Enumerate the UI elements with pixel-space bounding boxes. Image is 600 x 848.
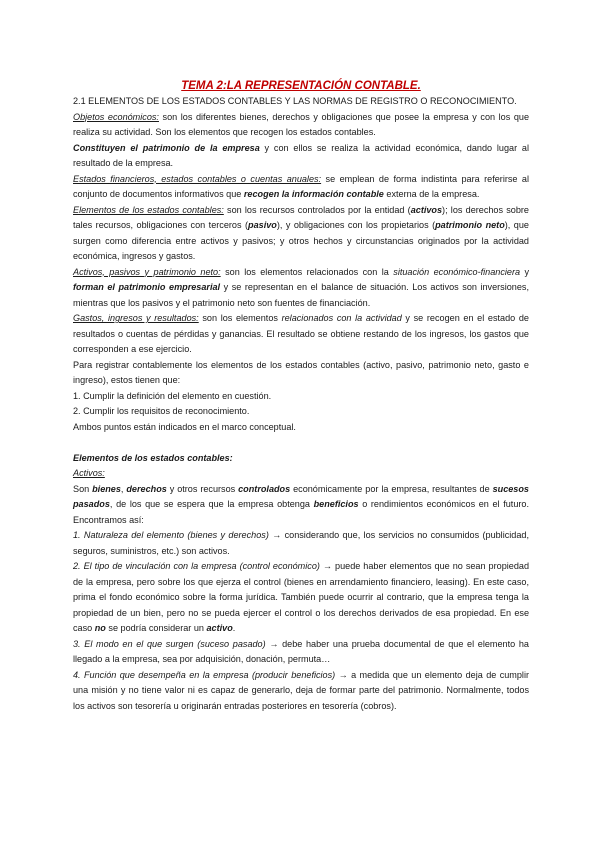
text-app-2: y [520, 266, 530, 277]
bold-activo: activo [206, 623, 233, 633]
text-elementos-3: ), y obligaciones con los propietarios ( [276, 220, 436, 230]
text-elementos-4: ), que surgen como diferencia entre activos y pasivos; y otros hechos y circunstancias originados por la actividad económica, ingresos y gastos. [73, 220, 529, 261]
bold-beneficios: beneficios [313, 499, 359, 509]
document-page [73, 78, 529, 714]
list-item-4 [73, 668, 529, 715]
paragraph-ambos: Ambos puntos están indicados en el marco conceptual. [73, 421, 296, 432]
requirement-2: 2. Cumplir los requisitos de reconocimiento. [73, 406, 250, 416]
bold-derechos: derechos [126, 483, 167, 494]
text-son-1: , [120, 483, 127, 494]
term-estados: Estados financieros, estados contables o cuentas anuales: [73, 173, 322, 184]
term-elementos: Elementos de los estados contables: [73, 204, 224, 215]
bold-estados: recogen la información contable [243, 189, 384, 199]
bold-forman: forman el patrimonio empresarial [73, 282, 221, 292]
bold-constituyen: Constituyen el patrimonio de la empresa [73, 142, 260, 153]
paragraph-objetos [73, 110, 529, 141]
text-app-1: son los elementos relacionados con la [220, 266, 394, 277]
text-app-3: y se representan en el balance de situación. Los activos son inversiones, mientras que los pasivos y el patrimonio neto son fuentes de financiación. [73, 282, 529, 308]
heading-elementos-text: Elementos de los estados contables: [73, 452, 233, 463]
text-gastos-1: son los elementos [198, 313, 282, 323]
page-title: TEMA 2:LA REPRESENTACIÓN CONTABLE. [181, 80, 421, 92]
text-estados-2: externa de la empresa. [383, 189, 480, 199]
paragraph-constituyen [73, 141, 529, 172]
list-item-2 [73, 559, 529, 637]
heading-elementos [73, 451, 529, 467]
section-heading: 2.1 ELEMENTOS DE LOS ESTADOS CONTABLES Y LAS NORMAS DE REGISTRO O RECONOCIMIENTO. [73, 96, 517, 106]
item-2-text-2: se podría considerar un [105, 623, 207, 633]
paragraph-gastos [73, 311, 529, 358]
paragraph-activos-pasivos [73, 265, 529, 312]
spacer [73, 435, 529, 451]
text-son-4: , de los que se espera que la empresa obtenga [109, 499, 314, 509]
list-item-3 [73, 637, 529, 668]
paragraph-registrar: Para registrar contablemente los elementos de los estados contables (activo, pasivo, patrimonio neto, gasto e ingreso), estos tienen que: [73, 359, 529, 385]
text-constituyen: y con ellos se realiza la actividad económica, dando lugar al resultado de la empresa. [73, 142, 529, 168]
text-elementos-1: son los recursos controlados por la entidad ( [223, 204, 411, 215]
item-2-label: 2. El tipo de vinculación con la empresa (control económico) [73, 561, 320, 571]
italic-actividad: relacionados con la actividad [281, 313, 402, 323]
bold-bienes: bienes [92, 483, 121, 494]
text-gastos-2: y se recogen en el estado de resultados o cuentas de pérdidas y ganancias. El resultado se obtiene restando de los ingresos, los gastos que corresponden a ese ejercicio. [73, 313, 529, 354]
list-item-1 [73, 528, 529, 559]
item-2-text-3: . [232, 623, 236, 633]
bold-patrimonio-neto: patrimonio neto [435, 220, 505, 230]
text-son-3: económicamente por la empresa, resultantes de [290, 483, 493, 494]
bold-activos: activos [410, 204, 443, 215]
item-2-text-1: → puede haber elementos que no sean propiedad de la empresa, pero sobre los que ejerza el control (bienes en arrendamiento financiero, leasing). En este caso, prima el fondo económico sobre la forma jurídica. También puede ocurrir al contrario, que la empresa tenga la propiedad de un bien, pero no se pueda ejercer el control o los derechos derivados de esa propiedad. En ese caso [73, 561, 529, 633]
item-1-label: 1. Naturaleza del elemento (bienes y derechos) [73, 530, 269, 540]
item-4-label: 4. Función que desempeña en la empresa (producir beneficios) [73, 669, 336, 680]
text-son-0: Son [73, 483, 93, 494]
item-1-text: → considerando que, los servicios no consumidos (publicidad, seguros, suministros, etc.) son activos. [73, 530, 529, 556]
paragraph-son [73, 482, 529, 529]
text-son-2: y otros recursos [166, 483, 239, 494]
heading-activos-text: Activos: [73, 468, 105, 478]
bold-sucesos: sucesos pasados [73, 483, 529, 509]
text-estados-1: se emplean de forma indistinta para referirse al conjunto de documentos informativos que [73, 173, 529, 199]
item-3-label: 3. El modo en el que surgen (suceso pasado) [73, 638, 266, 649]
text-son-5: o rendimientos económicos en el futuro. Encontramos así: [73, 499, 529, 525]
term-activos-pasivos: Activos, pasivos y patrimonio neto: [73, 266, 221, 277]
paragraph-elementos [73, 203, 529, 265]
bold-pasivo: pasivo [248, 220, 277, 230]
item-3-text: → debe haber una prueba documental de que el elemento ha llegado a la empresa, sea por adquisición, donación, permuta… [73, 638, 529, 664]
bold-controlados: controlados [238, 483, 291, 494]
term-gastos: Gastos, ingresos y resultados: [73, 313, 199, 323]
requirement-1: 1. Cumplir la definición del elemento en cuestión. [73, 390, 272, 401]
text-objetos: son los diferentes bienes, derechos y obligaciones que posee la empresa y con los que realiza su actividad. Son los elementos que recogen los estados contables. [73, 111, 529, 137]
heading-activos [73, 466, 529, 482]
bold-no: no [94, 623, 106, 633]
text-elementos-2: ); los derechos sobre tales recursos, obligaciones con terceros ( [73, 204, 529, 230]
item-4-text: → a medida que un elemento deja de cumplir una misión y no tiene valor ni es capaz de generarlo, deja de formar parte del patrimonio. Normalmente, todos los activos son tesorería u originarán entradas posteriores en tesorería (cobros). [73, 669, 530, 711]
paragraph-estados [73, 172, 529, 203]
italic-situacion: situación económico-financiera [393, 266, 521, 277]
term-objetos: Objetos económicos: [73, 111, 159, 122]
